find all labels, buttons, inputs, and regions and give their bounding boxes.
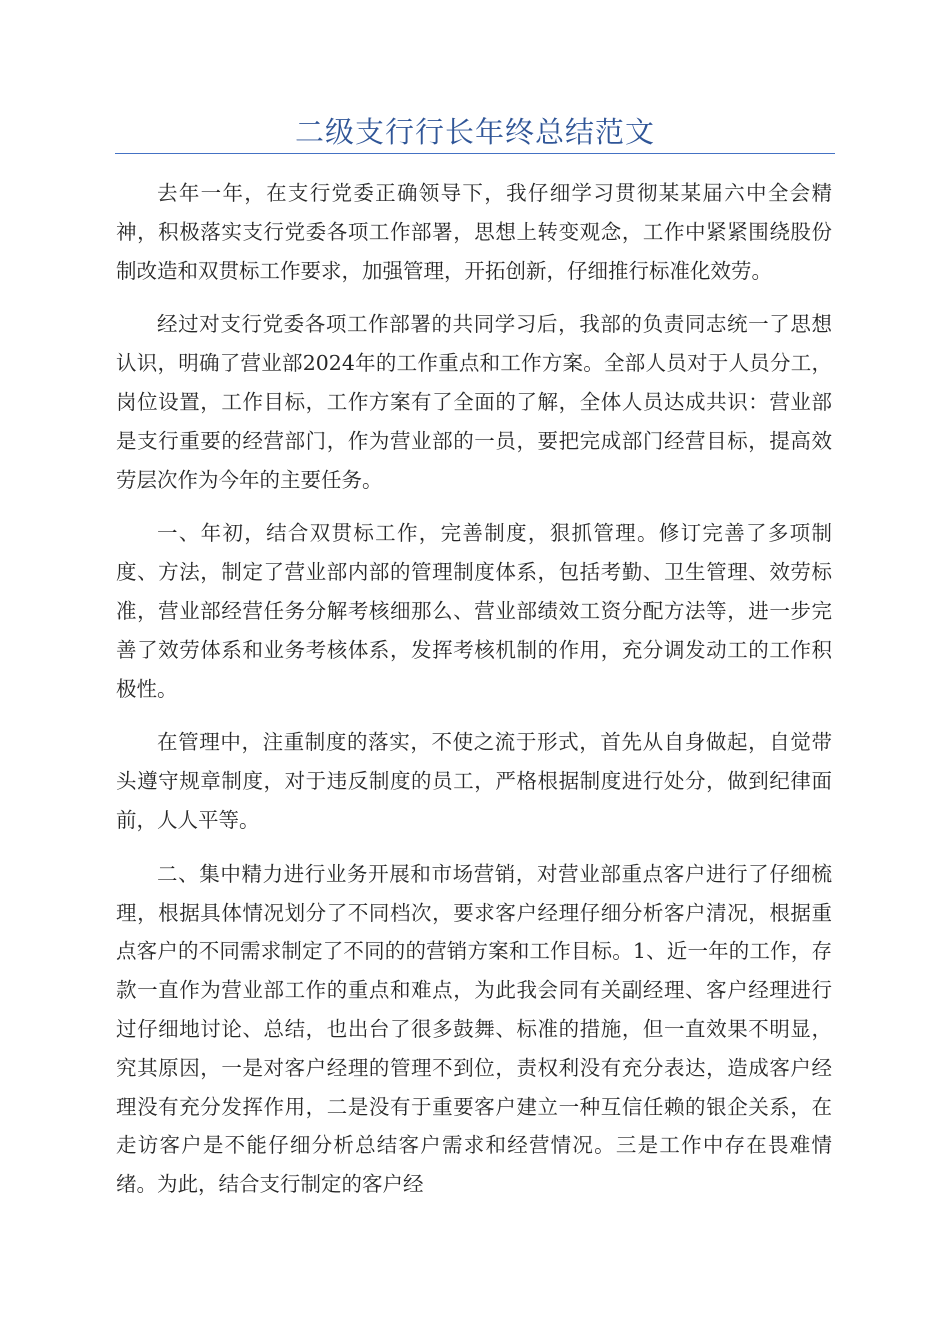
paragraph-study: 经过对支行党委各项工作部署的共同学习后，我部的负责同志统一了思想认识，明确了营业部2024年的工作重点和工作方案。全部人员对于人员分工，岗位设置，工作目标，工作方案有了全面的了解，全体人员达成共识：营业部是支行重要的经营部门，作为营业部的一员，要把完成部门经营目标，提高效劳层次作为今年的主要任务。 — [116, 312, 832, 492]
paragraph-section-one: 一、年初，结合双贯标工作，完善制度，狠抓管理。修订完善了多项制度、方法，制定了营业部内部的管理制度体系，包括考勤、卫生管理、效劳标准，营业部经营任务分解考核细那么、营业部绩效工资分配方法等，进一步完善了效劳体系和业务考核体系，发挥考核机制的作用，充分调发动工的工作积极性。 — [116, 521, 832, 701]
paragraph-section-two: 二、集中精力进行业务开展和市场营销，对营业部重点客户进行了仔细梳理，根据具体情况划分了不同档次，要求客户经理仔细分析客户清况，根据重点客户的不同需求制定了不同的的营销方案和工作目标。1、近一年的工作，存款一直作为营业部工作的重点和难点，为此我会同有关副经理、客户经理进行过仔细地讨论、总结，也出台了很多鼓舞、标准的措施，但一直效果不明显，究其原因，一是对客户经理的管理不到位，责权利没有充分表达，造成客户经理没有充分发挥作用，二是没有于重要客户建立一种互信任赖的银企关系，在走访客户是不能仔细分析总结客户需求和经营情况。三是工作中存在畏难情绪。为此，结合支行制定的客户经 — [116, 861, 832, 1197]
document-title: 二级支行行长年终总结范文 — [294, 115, 655, 149]
paragraph-management: 在管理中，注重制度的落实，不使之流于形式，首先从自身做起，自觉带头遵守规章制度，对于违反制度的员工，严格根据制度进行处分，做到纪律面前，人人平等。 — [116, 730, 832, 832]
paragraph-intro: 去年一年，在支行党委正确领导下，我仔细学习贯彻某某届六中全会精神，积极落实支行党委各项工作部署，思想上转变观念，工作中紧紧围绕股份制改造和双贯标工作要求，加强管理，开拓创新，仔细推行标准化效劳。 — [116, 181, 832, 283]
document-body — [116, 174, 832, 1219]
title-underline — [115, 153, 835, 154]
